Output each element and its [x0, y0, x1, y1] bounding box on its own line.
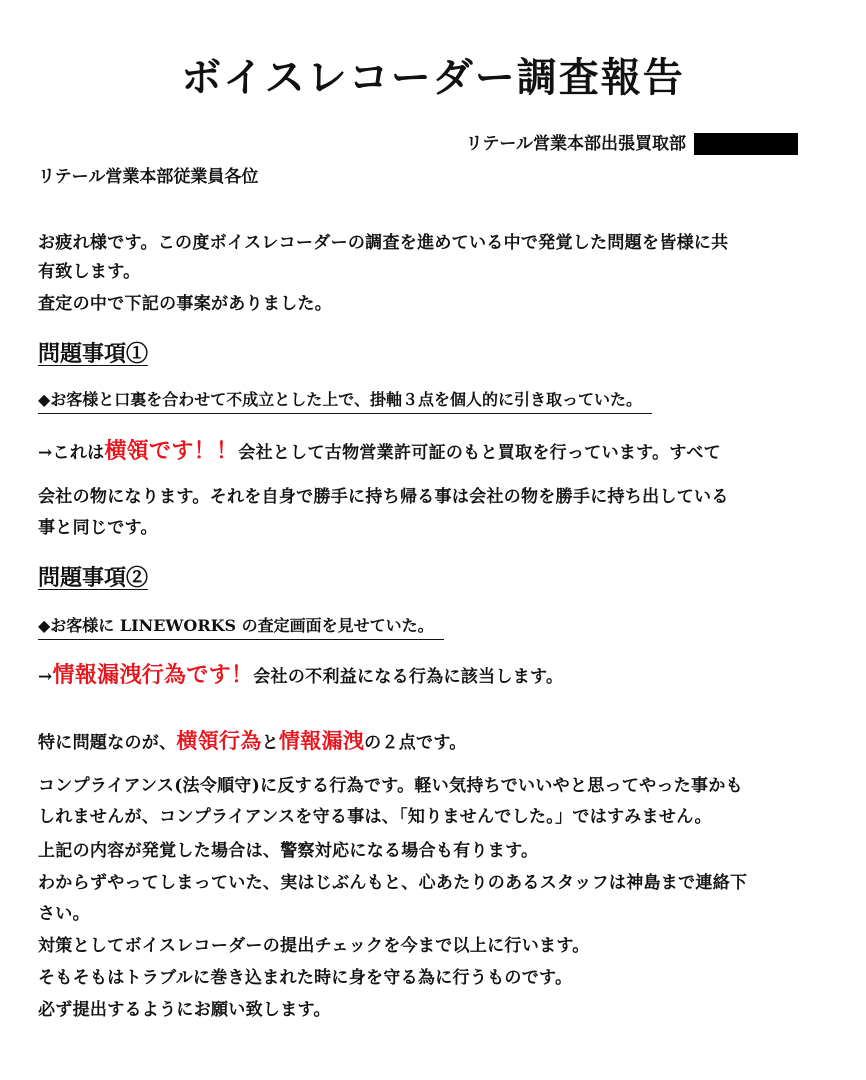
issue1-line-2: 会社の物になります。それを自身で勝手に持ち帰る事は会社の物を勝手に持ち出している	[38, 487, 729, 507]
summary-suffix: の２点です。	[364, 733, 467, 753]
body-line: しれませんが、コンプライアンスを守る事は、「知りませんでした。」ではすみません。	[38, 807, 712, 827]
sender-department: リテール営業本部出張買取部	[465, 134, 686, 154]
issue2-heading: 問題事項②	[38, 565, 149, 591]
issue1-line-3: 事と同じです。	[38, 518, 158, 538]
redacted-name	[694, 133, 798, 155]
summary-prefix: 特に問題なのが、	[38, 733, 177, 753]
issue2-line	[38, 660, 563, 693]
issue1-arrow: →これは	[38, 443, 105, 463]
issue2-rest: 会社の不利益になる行為に該当します。	[253, 667, 564, 687]
summary-middle: と	[261, 733, 279, 753]
document-title: ボイスレコーダー調査報告	[181, 54, 685, 101]
intro-line-1: お疲れ様です。この度ボイスレコーダーの調査を進めている中で発覚した問題を皆様に共	[38, 233, 729, 253]
issue2-arrow: →	[38, 667, 53, 687]
body-line: さい。	[38, 904, 90, 924]
body-line: 必ず提出するようにお願い致します。	[38, 1000, 331, 1020]
body-line: そもそもはトラブルに巻き込まれた時に身を守る為に行うものです。	[38, 968, 573, 988]
issue1-bullet: ◆お客様と口裏を合わせて不成立とした上で、掛軸３点を個人的に引き取っていた。	[38, 387, 652, 414]
summary-term-leak: 情報漏洩	[278, 729, 365, 753]
intro-line-2: 有致します。	[38, 262, 141, 282]
issue2-emphasis: 情報漏洩行為です！	[52, 663, 254, 688]
body-line: コンプライアンス(法令順守)に反する行為です。軽い気持ちでいいやと思ってやった事かも	[38, 776, 743, 796]
body-line: 上記の内容が発覚した場合は、警察対応になる場合も有ります。	[38, 841, 539, 861]
issue1-emphasis: 横領です！！	[104, 439, 239, 464]
summary-line	[38, 725, 467, 759]
body-line: わからずやってしまっていた、実はじぶんもと、心あたりのあるスタッフは神島まで連絡下	[38, 873, 748, 893]
body-line: 対策としてボイスレコーダーの提出チェックを今まで以上に行います。	[38, 936, 590, 956]
summary-term-embezzlement: 横領行為	[176, 729, 262, 753]
recipient-line: リテール営業本部従業員各位	[38, 167, 259, 187]
sender-line	[466, 130, 798, 158]
issue1-rest: 会社として古物営業許可証のもと買取を行っています。すべて	[238, 443, 721, 463]
intro-line-3: 査定の中で下記の事案がありました。	[38, 294, 333, 314]
issue1-line-1	[38, 436, 721, 469]
issue2-bullet: ◆お客様に LINEWORKS の査定画面を見せていた。	[38, 613, 444, 640]
issue1-heading: 問題事項①	[38, 341, 149, 367]
